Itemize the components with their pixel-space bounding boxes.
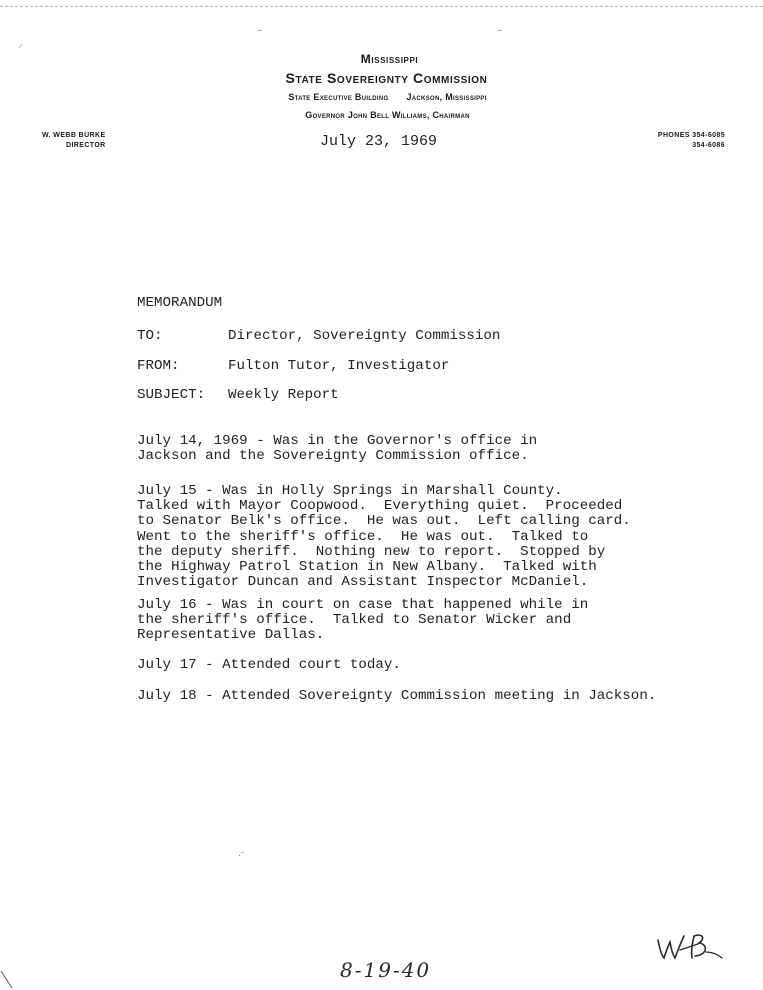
letterhead-chairman: Governor John Bell Williams, Chairman — [305, 110, 470, 120]
director-name: W. WEBB BURKE — [42, 132, 106, 139]
scan-mark: ·ˉ — [238, 850, 244, 860]
to-field — [137, 329, 500, 344]
director-title: DIRECTOR — [66, 142, 106, 149]
letterhead-commission: State Sovereignty Commission — [285, 70, 488, 86]
memo-title: MEMORANDUM — [137, 295, 223, 311]
subject-label: SUBJECT: — [137, 387, 206, 403]
from-value: Fulton Tutor, Investigator — [228, 358, 450, 374]
phones-primary: PHONES 354-6085 — [657, 132, 725, 139]
scan-mark: ‾ — [498, 30, 502, 41]
handwritten-date: 8-19-40 — [340, 958, 432, 982]
scan-mark: ⸝ — [18, 39, 23, 50]
letterhead-address — [6, 92, 763, 102]
memo-date: July 23, 1969 — [320, 133, 438, 150]
from-label: FROM: — [137, 358, 180, 374]
report-entry-july-15: July 15 - Was in Holly Springs in Marshall County. Talked with Mayor Coopwood. Everything quiet. Proceeded to Senator Belk's office. He was out. Left calling card. Went to the sheriff's office. He was out. Talked to the deputy sheriff. Nothing new to report. Stopped by the Highway Patrol Station in New Albany. Talked with Investigator Duncan and Assistant Inspector McDaniel. — [137, 483, 631, 591]
letterhead-phones — [658, 131, 725, 151]
phones-secondary: 354-6086 — [692, 142, 725, 149]
letterhead-director — [42, 131, 152, 151]
from-field — [137, 359, 449, 374]
report-entry-july-17: July 17 - Attended court today. — [137, 657, 401, 673]
letterhead-state: Mississippi — [360, 52, 419, 66]
handwritten-initials — [654, 928, 726, 967]
letterhead-building: State Executive Building — [288, 92, 389, 102]
scan-edge-line — [0, 6, 763, 7]
scan-corner-mark — [0, 970, 14, 990]
subject-field — [137, 388, 339, 403]
report-entry-july-16: July 16 - Was in court on case that happened while in the sheriff's office. Talked to Senator Wicker and Representative Dallas. — [137, 597, 589, 644]
letterhead-city: Jackson, Mississippi — [406, 92, 487, 102]
scan-mark: ‾ — [258, 30, 262, 41]
report-entry-july-18: July 18 - Attended Sovereignty Commission meeting in Jackson. — [137, 688, 657, 704]
subject-value: Weekly Report — [228, 387, 339, 403]
initials-signature — [654, 928, 726, 962]
to-label: TO: — [137, 328, 163, 344]
to-value: Director, Sovereignty Commission — [228, 328, 501, 344]
report-entry-july-14: July 14, 1969 - Was in the Governor's office in Jackson and the Sovereignty Commission office. — [137, 433, 538, 465]
